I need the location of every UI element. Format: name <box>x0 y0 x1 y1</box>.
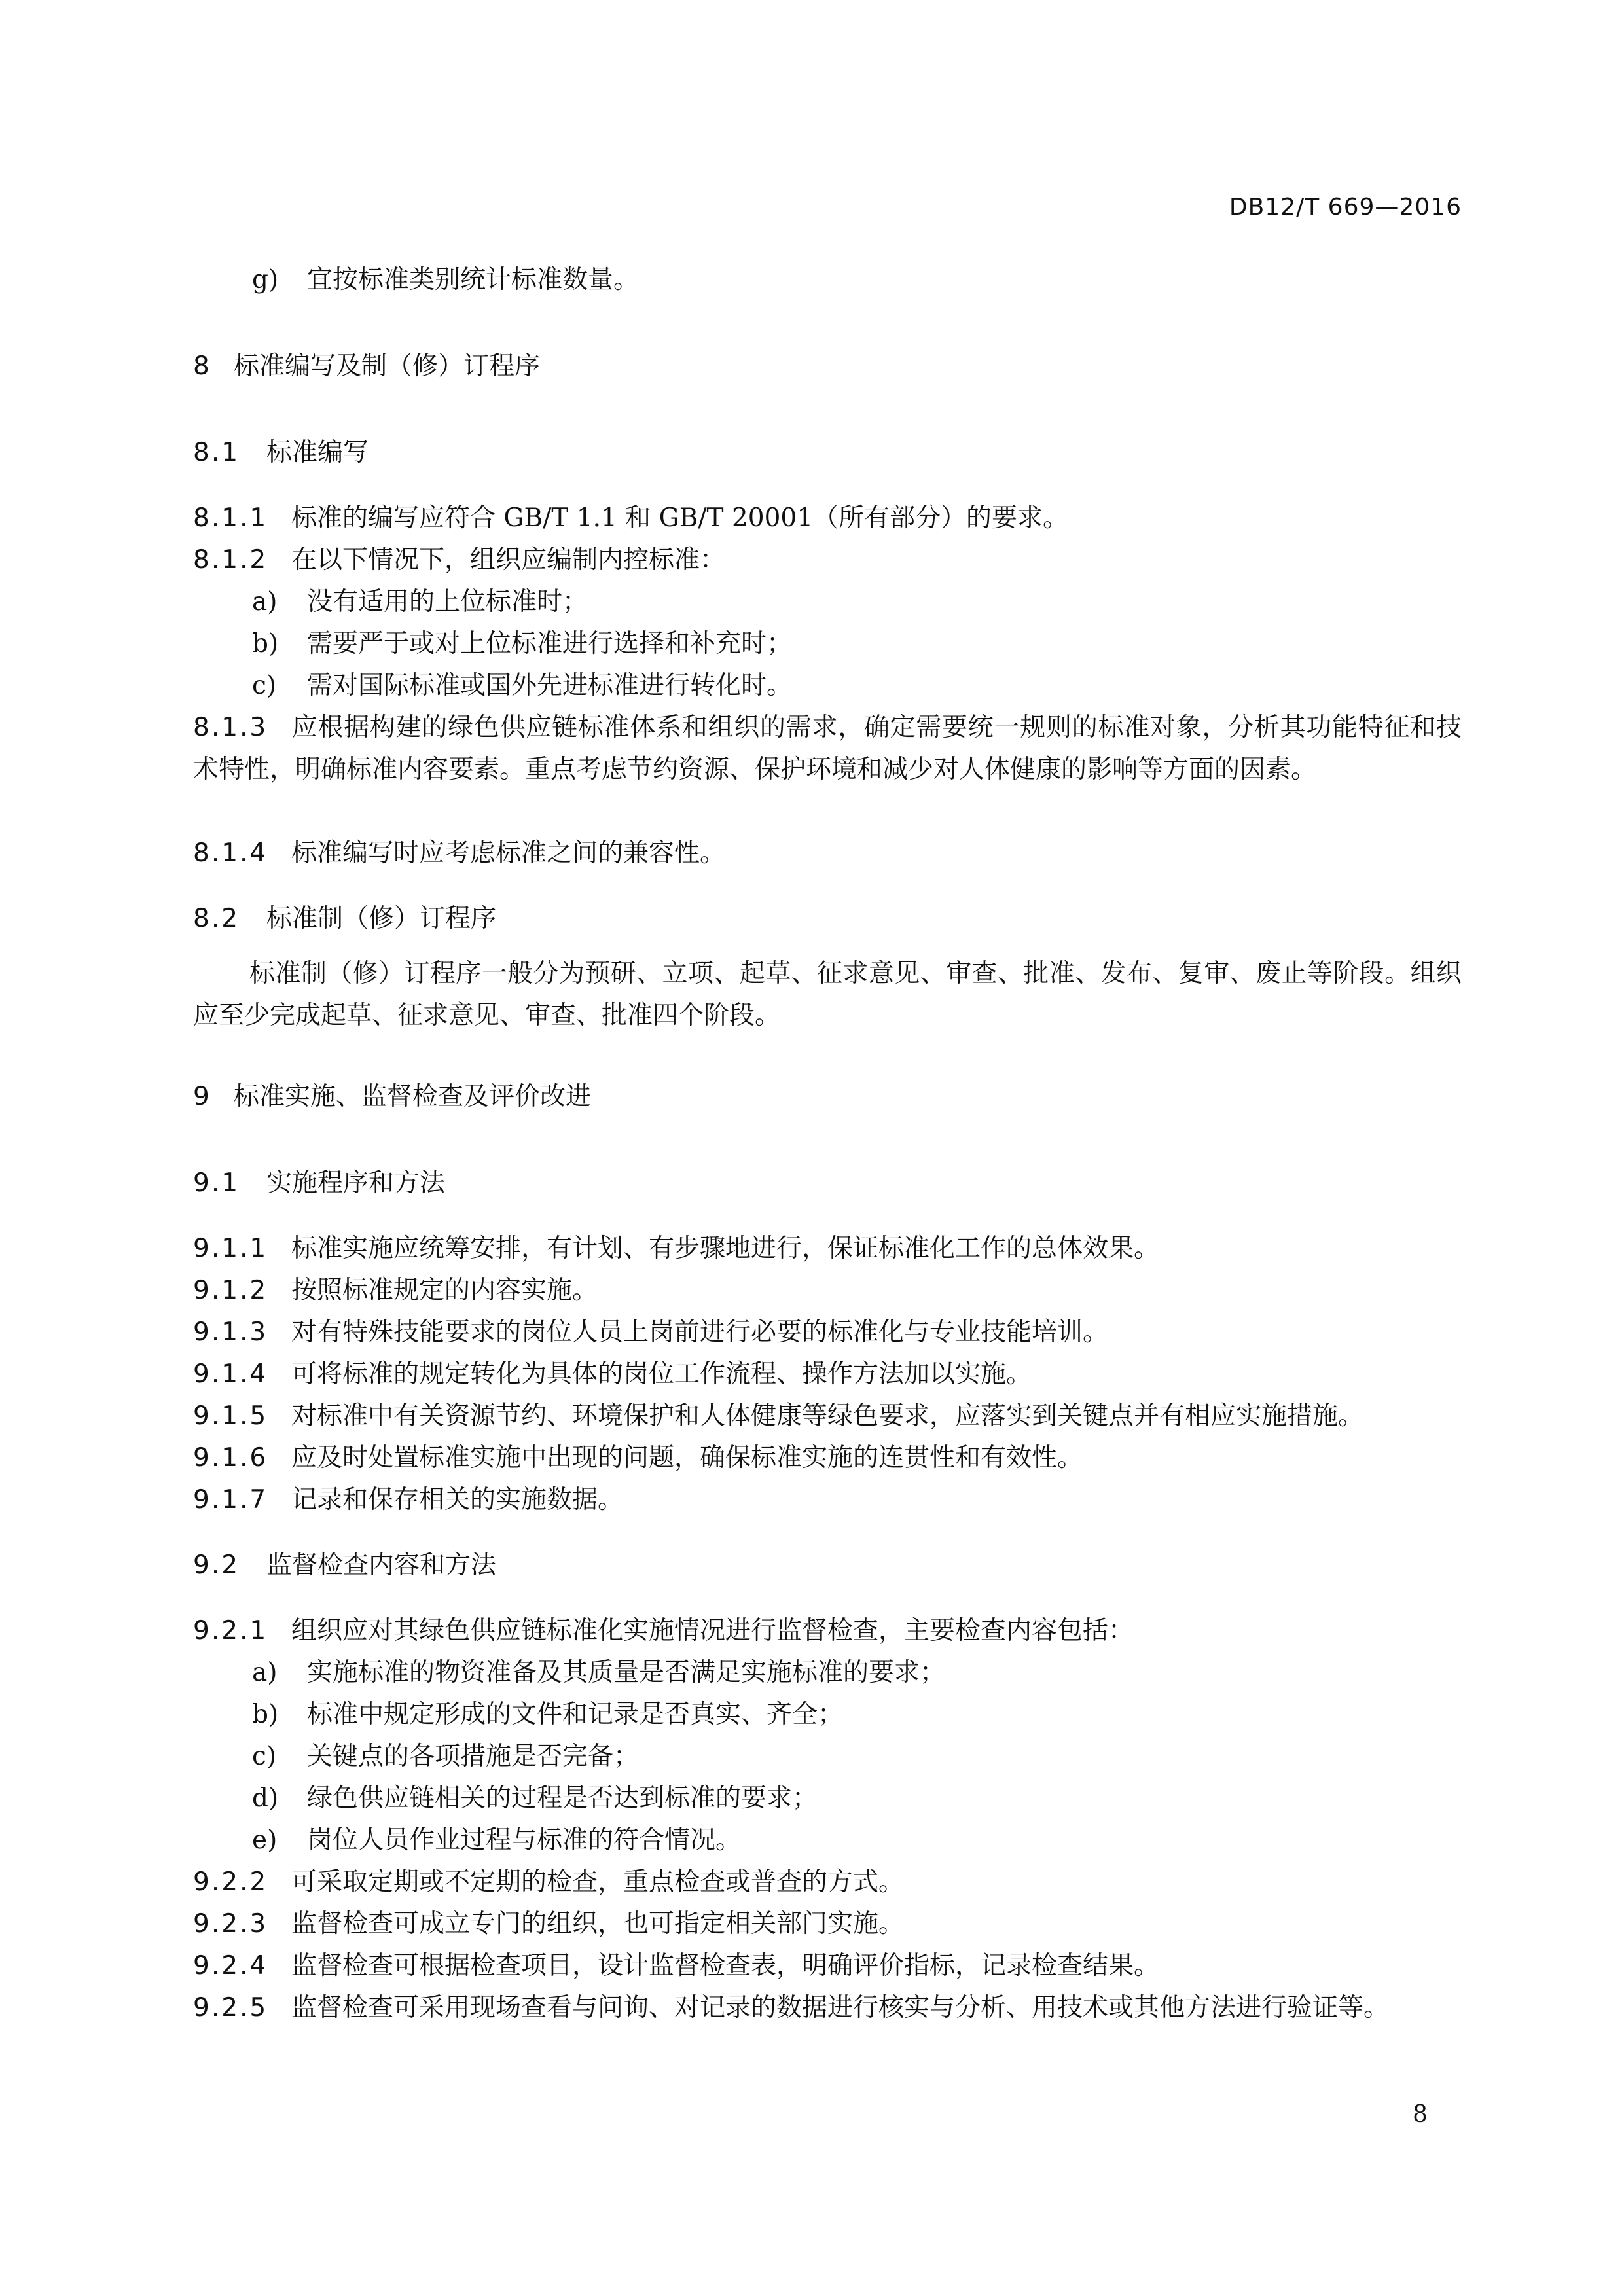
clause-text: 标准编写时应考虑标准之间的兼容性。 <box>291 838 726 868</box>
list-item <box>193 1778 1521 1820</box>
clause <box>193 539 1462 581</box>
clause-text: 应及时处置标准实施中出现的问题，确保标准实施的连贯性和有效性。 <box>291 1443 1083 1473</box>
section-title: 标准编写 <box>266 438 369 467</box>
clause-text: 监督检查可成立专门的组织，也可指定相关部门实施。 <box>291 1909 905 1939</box>
subsection-heading <box>193 432 1462 474</box>
clause <box>193 707 1462 791</box>
list-marker: b) <box>252 629 279 658</box>
section-number: 9 <box>193 1082 211 1111</box>
section-number: 8.1 <box>193 438 240 467</box>
clause-number: 9.2.4 <box>193 1951 268 1981</box>
clause-text: 可将标准的规定转化为具体的岗位工作流程、操作方法加以实施。 <box>291 1359 1032 1389</box>
clause-number: 9.1.6 <box>193 1443 268 1473</box>
clause-number: 8.1.3 <box>193 713 268 742</box>
list-marker: c) <box>252 1742 277 1771</box>
clause <box>193 1479 1462 1521</box>
list-marker: d) <box>252 1784 279 1813</box>
clause <box>193 833 1462 874</box>
clause-text: 应根据构建的绿色供应链标准体系和组织的需求，确定需要统一规则的标准对象，分析其功能特征和技术特性，明确标准内容要素。重点考虑节约资源、保护环境和减少对人体健康的影响等方面的因素。 <box>193 713 1462 784</box>
clause-number: 8.1.2 <box>193 545 268 575</box>
clause <box>193 1312 1462 1354</box>
clause-number: 9.2.1 <box>193 1616 268 1645</box>
clause <box>193 1395 1462 1437</box>
list-item-text: 标准中规定形成的文件和记录是否真实、齐全； <box>307 1700 844 1729</box>
clause-number: 9.1.3 <box>193 1318 268 1347</box>
list-item <box>193 1736 1521 1778</box>
clause <box>193 1861 1462 1903</box>
list-item-text: 没有适用的上位标准时； <box>307 587 588 617</box>
clause-text: 记录和保存相关的实施数据。 <box>291 1485 624 1515</box>
clause-text: 标准的编写应符合 GB/T 1.1 和 GB/T 20001（所有部分）的要求。 <box>291 503 1069 533</box>
section-number: 8 <box>193 351 211 381</box>
list-item <box>193 1820 1521 1861</box>
section-title: 标准制（修）订程序 <box>266 904 497 933</box>
clause-number: 9.1.4 <box>193 1359 268 1389</box>
list-marker: g) <box>252 265 279 295</box>
clause-number: 9.1.2 <box>193 1276 268 1305</box>
clause-text: 对有特殊技能要求的岗位人员上岗前进行必要的标准化与专业技能培训。 <box>291 1318 1109 1347</box>
clause-number: 9.2.2 <box>193 1867 268 1897</box>
list-item-text: 需对国际标准或国外先进标准进行转化时。 <box>307 671 793 700</box>
clause-text: 按照标准规定的内容实施。 <box>291 1276 598 1305</box>
section-title: 标准实施、监督检查及评价改进 <box>234 1082 592 1111</box>
clause-text: 监督检查可根据检查项目，设计监督检查表，明确评价指标，记录检查结果。 <box>291 1951 1160 1981</box>
clause-number: 9.1.7 <box>193 1485 268 1515</box>
section-title: 监督检查内容和方法 <box>266 1551 497 1580</box>
list-item-text: 绿色供应链相关的过程是否达到标准的要求； <box>307 1784 818 1813</box>
list-item <box>193 623 1521 665</box>
section-heading <box>193 346 1462 387</box>
clause-number: 9.2.5 <box>193 1993 268 2022</box>
clause-number: 8.1.1 <box>193 503 268 533</box>
list-item-text: 宜按标准类别统计标准数量。 <box>307 265 640 295</box>
list-item <box>193 581 1521 623</box>
clause-number: 9.1.5 <box>193 1401 268 1431</box>
list-marker: a) <box>252 587 278 617</box>
clause <box>193 1437 1462 1479</box>
list-item-text: 岗位人员作业过程与标准的符合情况。 <box>307 1825 742 1855</box>
clause-text: 标准实施应统筹安排，有计划、有步骤地进行，保证标准化工作的总体效果。 <box>291 1234 1160 1263</box>
clause-text: 监督检查可采用现场查看与问询、对记录的数据进行核实与分析、用技术或其他方法进行验证等。 <box>291 1993 1390 2022</box>
list-item <box>193 259 1521 301</box>
clause-text: 可采取定期或不定期的检查，重点检查或普查的方式。 <box>291 1867 905 1897</box>
clause-number: 9.1.1 <box>193 1234 268 1263</box>
clause <box>193 1228 1462 1270</box>
list-item <box>193 665 1521 707</box>
clause <box>193 1903 1462 1945</box>
list-item-text: 需要严于或对上位标准进行选择和补充时； <box>307 629 793 658</box>
clause <box>193 1610 1462 1652</box>
clause <box>193 1945 1462 1987</box>
section-title: 实施程序和方法 <box>266 1168 446 1198</box>
section-number: 9.2 <box>193 1551 240 1580</box>
section-heading <box>193 1076 1462 1118</box>
subsection-heading <box>193 898 1462 940</box>
clause-number: 9.2.3 <box>193 1909 268 1939</box>
subsection-heading <box>193 1162 1462 1204</box>
document-id: DB12/T 669—2016 <box>1229 194 1462 221</box>
page-number: 8 <box>1413 2101 1428 2128</box>
list-item <box>193 1694 1521 1736</box>
section-number: 9.1 <box>193 1168 240 1198</box>
list-item-text: 关键点的各项措施是否完备； <box>307 1742 640 1771</box>
clause <box>193 1354 1462 1395</box>
clause <box>193 497 1462 539</box>
paragraph: 标准制（修）订程序一般分为预研、立项、起草、征求意见、审查、批准、发布、复审、废止等阶段。组织应至少完成起草、征求意见、审查、批准四个阶段。 <box>193 959 1462 1030</box>
list-item <box>193 1652 1521 1694</box>
list-marker: a) <box>252 1658 278 1687</box>
clause-text: 对标准中有关资源节约、环境保护和人体健康等绿色要求，应落实到关键点并有相应实施措施。 <box>291 1401 1364 1431</box>
section-title: 标准编写及制（修）订程序 <box>234 351 541 381</box>
list-marker: c) <box>252 671 277 700</box>
section-number: 8.2 <box>193 904 240 933</box>
clause-text: 在以下情况下，组织应编制内控标准： <box>291 545 726 575</box>
clause-text: 组织应对其绿色供应链标准化实施情况进行监督检查，主要检查内容包括： <box>291 1616 1134 1645</box>
list-item-text: 实施标准的物资准备及其质量是否满足实施标准的要求； <box>307 1658 946 1687</box>
clause <box>193 1270 1462 1312</box>
clause-number: 8.1.4 <box>193 838 268 868</box>
list-marker: b) <box>252 1700 279 1729</box>
subsection-heading <box>193 1545 1462 1587</box>
list-marker: e) <box>252 1825 278 1855</box>
clause <box>193 1987 1462 2029</box>
